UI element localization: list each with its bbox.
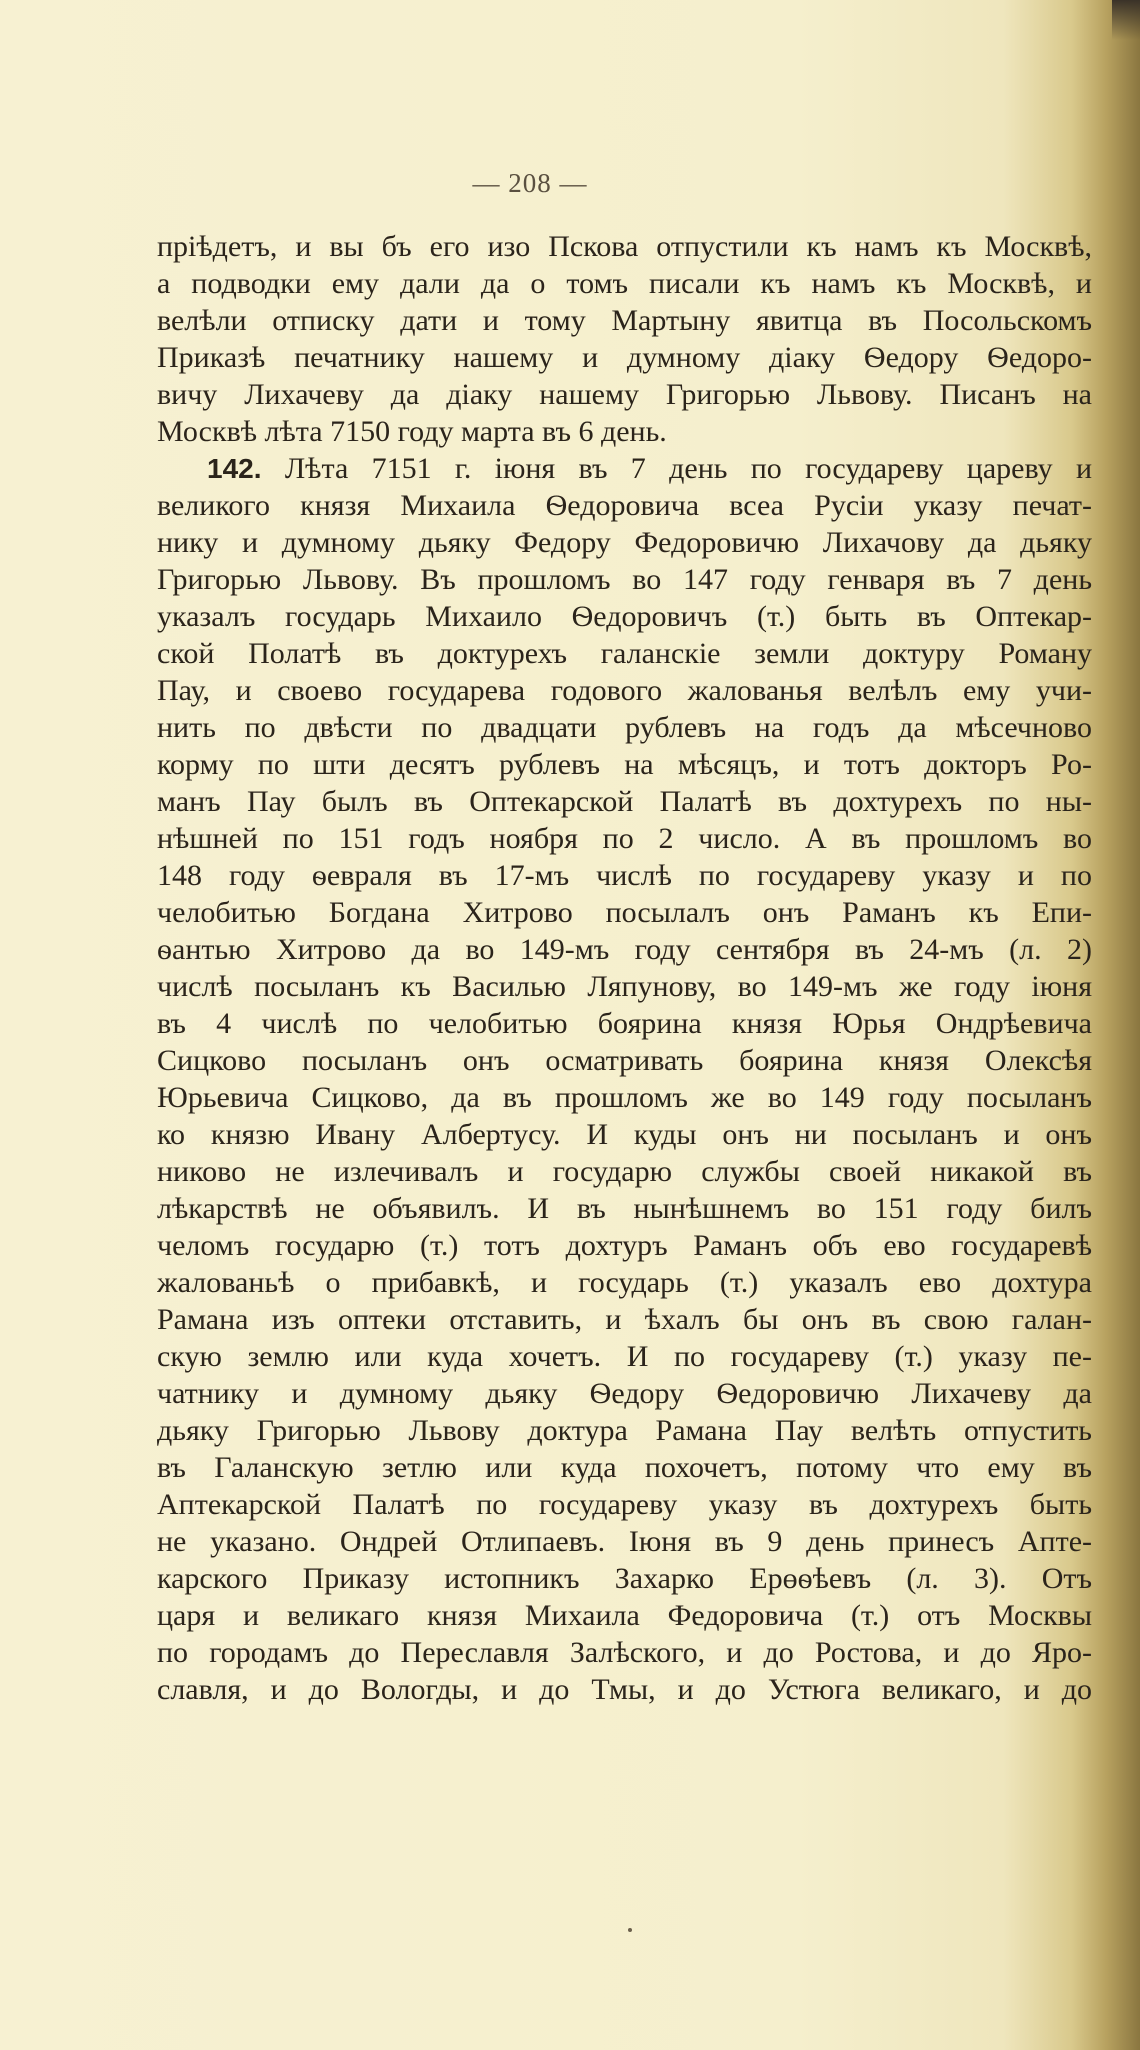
text-line: въ Галанскую зетлю или куда похочетъ, потому что ему въ [157,1451,1092,1484]
text-line: нѣшней по 151 годъ ноября по 2 число. А въ прошломъ во [157,822,1092,855]
text-line: чатнику и думному дьяку Ѳедору Ѳедоровичю Лихачеву да [157,1377,1092,1410]
text-line: славля, и до Вологды, и до Тмы, и до Устюга великаго, и до [157,1673,1092,1706]
page-number: — 208 — [472,168,588,198]
text-line: нику и думному дьяку Федору Федоровичю Лихачову да дьяку [157,526,1092,559]
text-line: вичу Лихачеву да діаку нашему Григорью Львову. Писанъ на [157,378,1092,411]
ink-speck [628,1928,632,1932]
text-line: ской Полатѣ въ доктурехъ галанскіе земли доктуру Роману [157,637,1092,670]
text-line: Пау, и своево государева годового жалованья велѣлъ ему учи- [157,674,1092,707]
text-line-paragraph-start [157,450,1092,487]
paragraph-number: 142. [207,453,262,484]
text-line: нить по двѣсти по двадцати рублевъ на годъ да мѣсечново [157,711,1092,744]
text-line: жалованьѣ о прибавкѣ, и государь (т.) указалъ ево дохтура [157,1266,1092,1299]
text-line: Григорью Львову. Въ прошломъ во 147 году генваря въ 7 день [157,563,1092,596]
text-line: дьяку Григорью Львову доктура Рамана Пау велѣть отпустить [157,1414,1092,1447]
text-line: ко князю Ивану Албертусу. И куды онъ ни посыланъ и онъ [157,1118,1092,1151]
text-line: велѣли отписку дати и тому Мартыну явитца въ Посольскомъ [157,304,1092,337]
text-line: указалъ государь Михаило Ѳедоровичъ (т.) быть въ Оптекар- [157,600,1092,633]
text-line: ѳантью Хитрово да во 149-мъ году сентября въ 24-мъ (л. 2) [157,933,1092,966]
text-line: 148 году ѳевраля въ 17-мъ числѣ по государеву указу и по [157,859,1092,892]
text-line: лѣкарствѣ не объявилъ. И въ нынѣшнемъ во 151 году билъ [157,1192,1092,1225]
page-edge-shadow [1112,0,1140,40]
text-line: Москвѣ лѣта 7150 году марта въ 6 день. [157,415,667,448]
text-line: никово не излечивалъ и государю службы своей никакой въ [157,1155,1092,1188]
text-line: челобитью Богдана Хитрово посылалъ онъ Раманъ къ Епи- [157,896,1092,929]
text-line: не указано. Ондрей Отлипаевъ. Іюня въ 9 день принесъ Апте- [157,1525,1092,1558]
text-line: челомъ государю (т.) тотъ дохтуръ Раманъ объ ево государевѣ [157,1229,1092,1262]
text-line: Рамана изъ оптеки отставить, и ѣхалъ бы онъ въ свою галан- [157,1303,1092,1336]
text-line: Приказѣ печатнику нашему и думному діаку Ѳедору Ѳедоро- [157,341,1092,374]
text-line: а подводки ему дали да о томъ писали къ намъ къ Москвѣ, и [157,267,1092,300]
body-text [157,228,1092,1708]
text-line: числѣ посыланъ къ Василью Ляпунову, во 149-мъ же году іюня [157,970,1092,1003]
text-line: пріѣдетъ, и вы бъ его изо Пскова отпустили къ намъ къ Москвѣ, [157,230,1092,263]
text-line: корму по шти десятъ рублевъ на мѣсяцъ, и тотъ докторъ Ро- [157,748,1092,781]
text-line: Юрьевича Сицково, да въ прошломъ же во 149 году посыланъ [157,1081,1092,1114]
text-line: въ 4 числѣ по челобитью боярина князя Юрья Ондрѣевича [157,1007,1092,1040]
text-line: Сицково посыланъ онъ осматривать боярина князя Олексѣя [157,1044,1092,1077]
text-line: манъ Пау былъ въ Оптекарской Палатѣ въ дохтурехъ по ны- [157,785,1092,818]
text-line: скую землю или куда хочетъ. И по государеву (т.) указу пе- [157,1340,1092,1373]
text-line: карского Приказу истопникъ Захарко Ерөѳѣевъ (л. 3). Отъ [157,1562,1092,1595]
text-line: по городамъ до Переславля Залѣского, и до Ростова, и до Яро- [157,1636,1092,1669]
text-line: царя и великаго князя Михаила Федоровича (т.) отъ Москвы [157,1599,1092,1632]
text-line: Аптекарской Палатѣ по государеву указу въ дохтурехъ быть [157,1488,1092,1521]
text-line: великого князя Михаила Ѳедоровича всеа Русіи указу печат- [157,489,1092,522]
text-line-content: Лѣта 7151 г. іюня въ 7 день по государеву цареву и [284,452,1092,485]
